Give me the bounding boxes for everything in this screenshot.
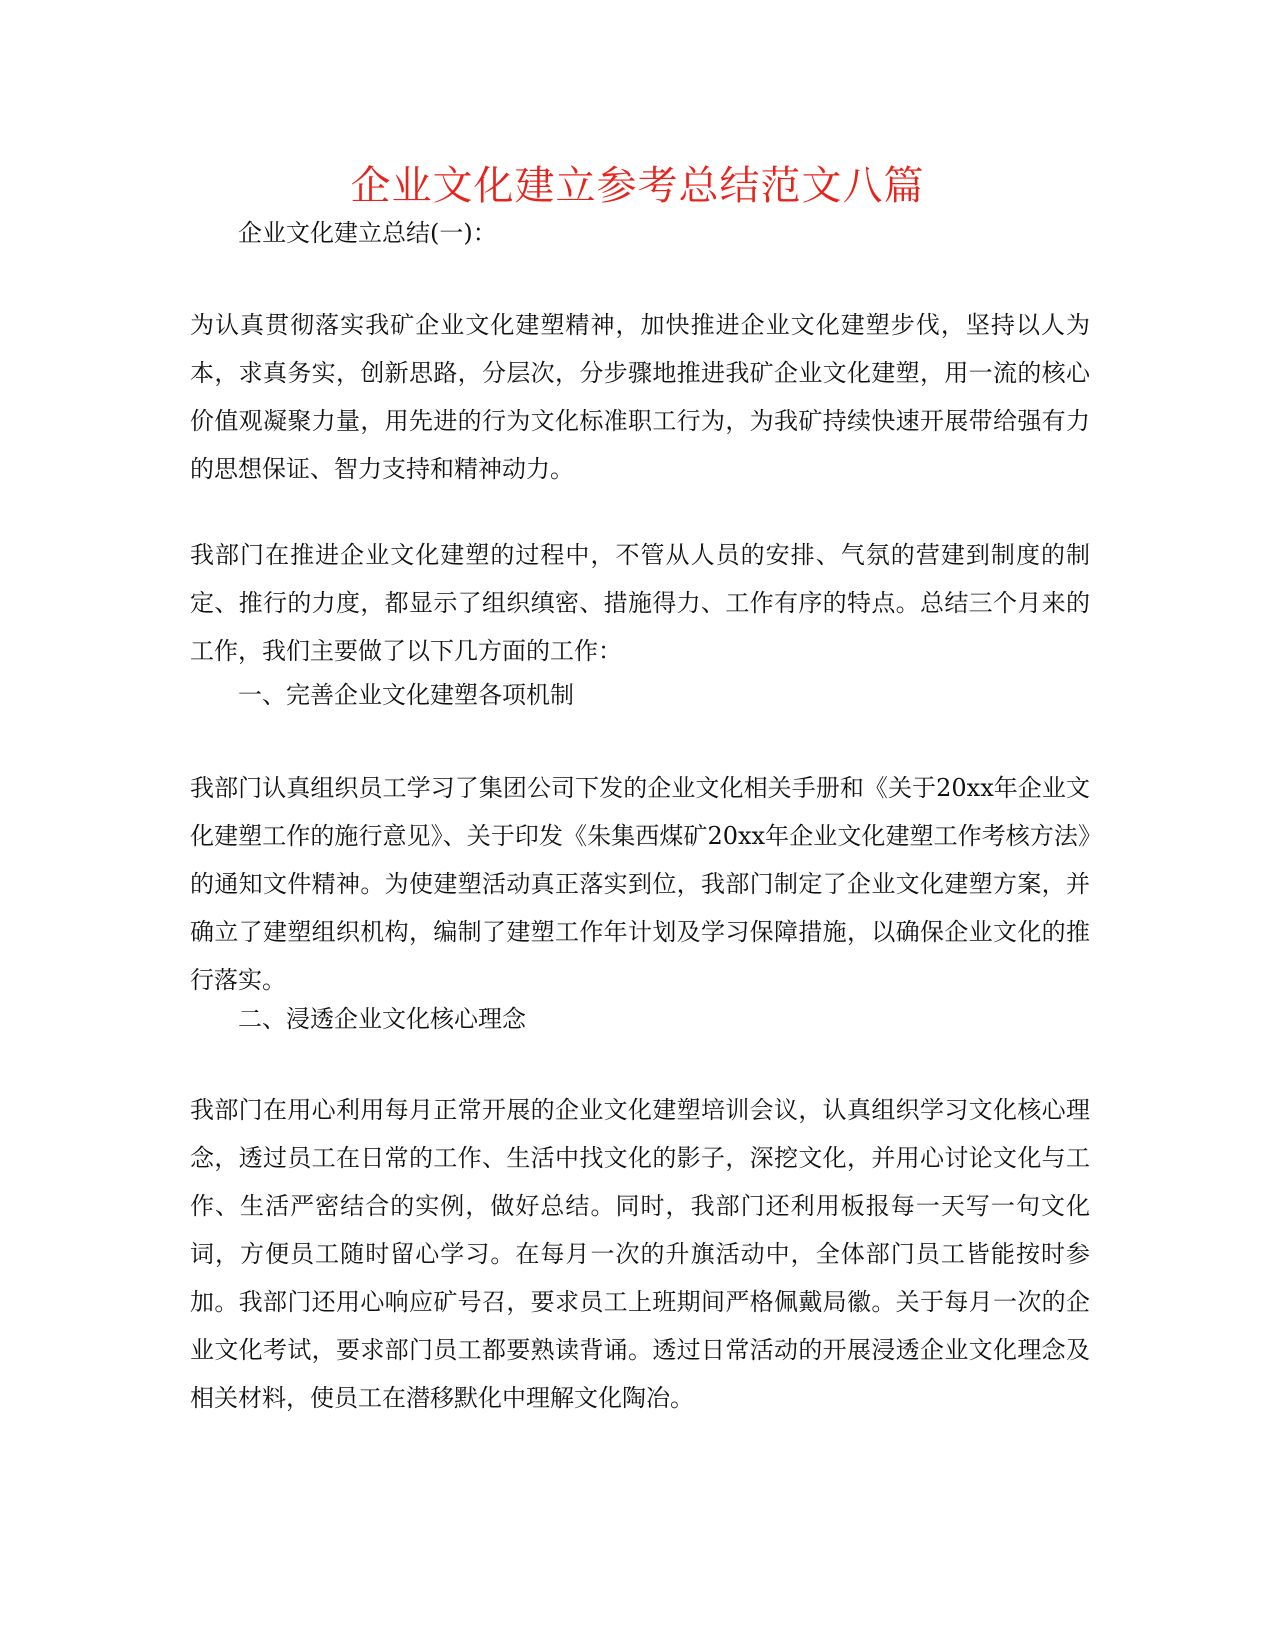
- document-title: 企业文化建立参考总结范文八篇: [350, 163, 925, 209]
- heading-1: 一、完善企业文化建塑各项机制: [238, 681, 574, 709]
- paragraph-2: 我部门在推进企业文化建塑的过程中，不管从人员的安排、气氛的营建到制度的制定、推行的力度，都显示了组织缜密、措施得力、工作有序的特点。总结三个月来的工作，我们主要做了以下几方面的工作：: [190, 541, 1090, 665]
- heading-2: 二、浸透企业文化核心理念: [238, 1005, 526, 1033]
- paragraph-4: 我部门在用心利用每月正常开展的企业文化建塑培训会议，认真组织学习文化核心理念，透过员工在日常的工作、生活中找文化的影子，深挖文化，并用心讨论文化与工作、生活严密结合的实例，做好总结。同时，我部门还利用板报每一天写一句文化词，方便员工随时留心学习。在每月一次的升旗活动中，全体部门员工皆能按时参加。我部门还用心响应矿号召，要求员工上班期间严格佩戴局徽。关于每月一次的企业文化考试，要求部门员工都要熟读背诵。透过日常活动的开展浸透企业文化理念及相关材料，使员工在潜移默化中理解文化陶冶。: [190, 1096, 1090, 1412]
- paragraph-3: 我部门认真组织员工学习了集团公司下发的企业文化相关手册和《关于20xx年企业文化建塑工作的施行意见》、关于印发《朱集西煤矿20xx年企业文化建塑工作考核方法》的通知文件精神。为使建塑活动真正落实到位，我部门制定了企业文化建塑方案，并确立了建塑组织机构，编制了建塑工作年计划及学习保障措施，以确保企业文化的推行落实。: [190, 774, 1090, 994]
- paragraph-1: 为认真贯彻落实我矿企业文化建塑精神，加快推进企业文化建塑步伐，坚持以人为本，求真务实，创新思路，分层次，分步骤地推进我矿企业文化建塑，用一流的核心价值观凝聚力量，用先进的行为文化标准职工行为，为我矿持续快速开展带给强有力的思想保证、智力支持和精神动力。: [190, 311, 1090, 483]
- section-subtitle: 企业文化建立总结(一)：: [238, 219, 497, 247]
